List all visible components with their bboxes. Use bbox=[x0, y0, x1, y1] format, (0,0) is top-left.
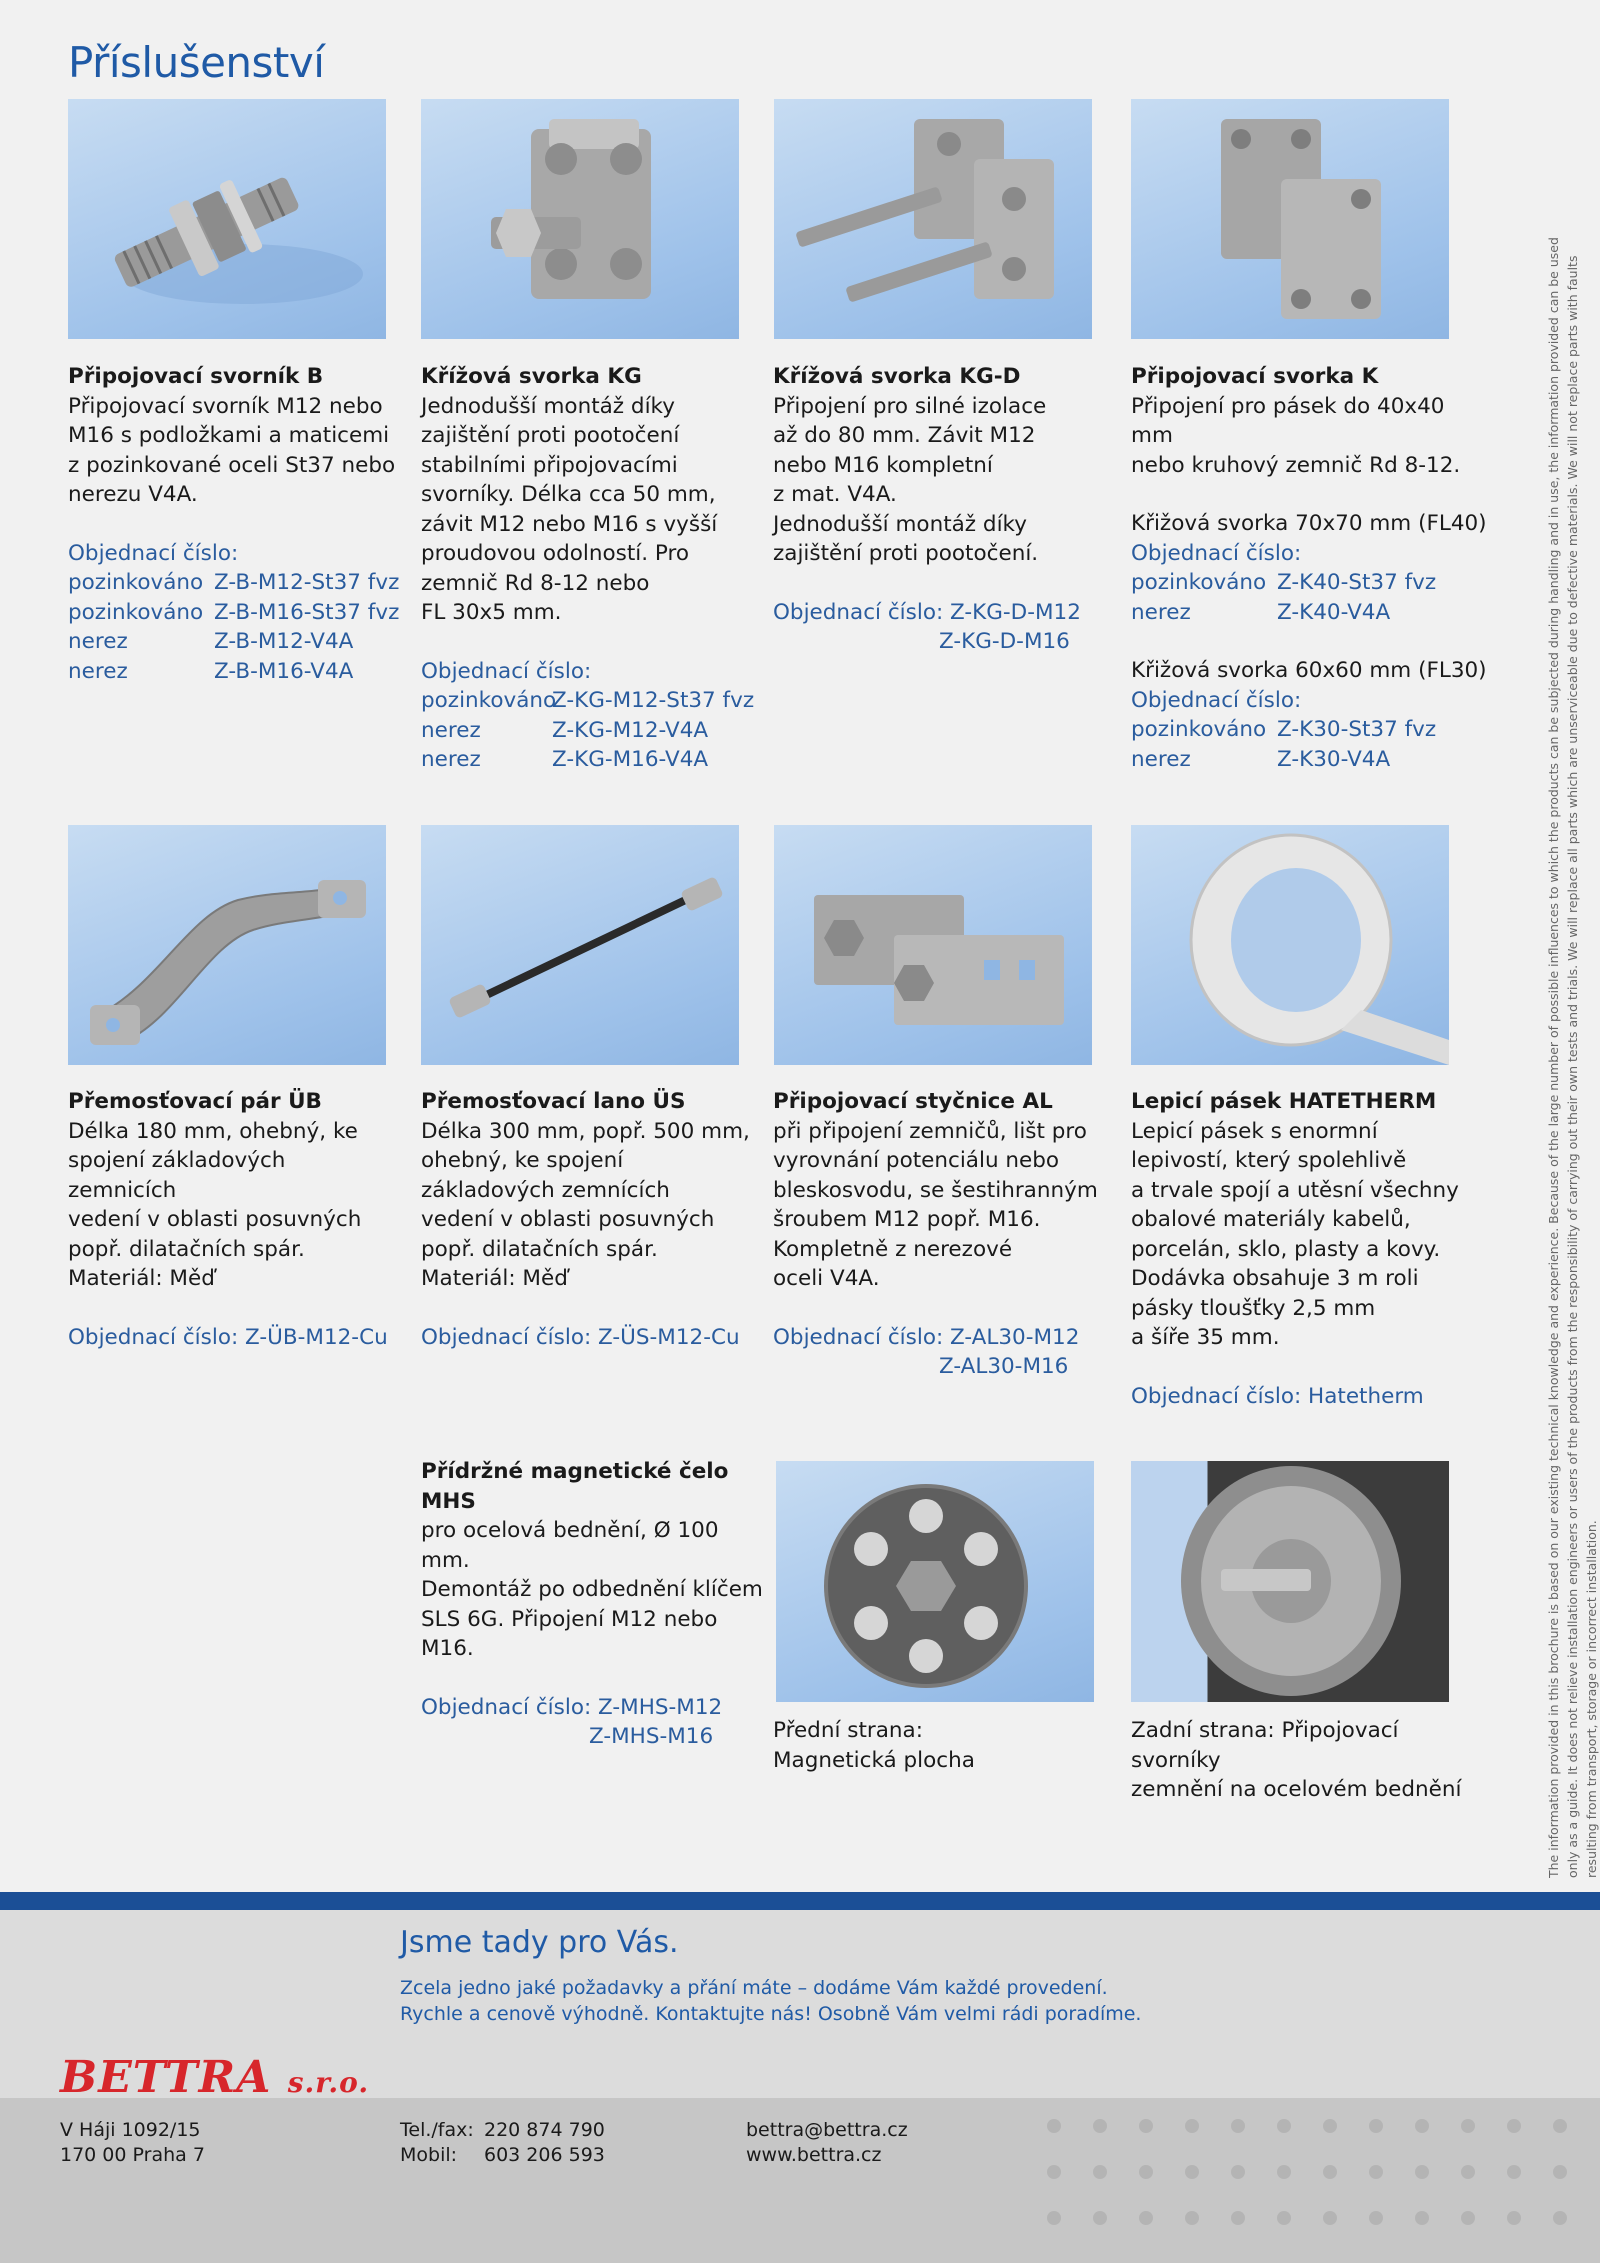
product-desc-line: popř. dilatačních spár. bbox=[421, 1236, 658, 1262]
decorative-dot bbox=[1323, 2119, 1337, 2133]
product-block-svornik-b bbox=[68, 362, 398, 686]
order-value: Z-KG-M12-St37 fvz bbox=[552, 688, 755, 713]
decorative-dot bbox=[1369, 2165, 1383, 2179]
decorative-dot bbox=[1093, 2211, 1107, 2225]
decorative-dot bbox=[1461, 2165, 1475, 2179]
decorative-dot bbox=[1139, 2165, 1153, 2179]
slogan-line: Rychle a cenově výhodně. Kontaktujte nás! Osobně Vám velmi rádi poradíme. bbox=[400, 2003, 1142, 2025]
product-desc-line: Lepicí pásek s enormní bbox=[1131, 1118, 1378, 1144]
slogan-title: Jsme tady pro Vás. bbox=[400, 1925, 679, 1960]
order-value: Z-B-M16-V4A bbox=[214, 658, 354, 684]
product-desc-line: základových zemnících bbox=[421, 1177, 670, 1203]
product-desc-line: porcelán, sklo, plasty a kovy. bbox=[1131, 1236, 1441, 1262]
product-desc-line: FL 30x5 mm. bbox=[421, 600, 562, 625]
decorative-dot bbox=[1047, 2211, 1061, 2225]
order-row bbox=[421, 716, 751, 746]
decorative-dot bbox=[1047, 2119, 1061, 2133]
bettra-logo bbox=[60, 2052, 369, 2103]
page-title: Příslušenství bbox=[68, 38, 325, 87]
decorative-dot bbox=[1139, 2119, 1153, 2133]
product-block-pripojovaci-svorka-k bbox=[1131, 362, 1491, 774]
order-value: Z-K40-St37 fvz bbox=[1277, 570, 1437, 595]
decorative-dot bbox=[1369, 2119, 1383, 2133]
tel-label: Tel./fax: bbox=[400, 2119, 474, 2141]
product-desc-line: nebo kruhový zemnič Rd 8-12. bbox=[1131, 452, 1461, 478]
order-value: Z-K40-V4A bbox=[1277, 599, 1391, 625]
caption-front bbox=[773, 1716, 1103, 1775]
disclaimer-text: The information provided in this brochure is based on our existing technical knowledge and experience. Because of the large number of possible influences to which the products can be subjected during handling and in use, the information provided can be used only as a guide. It does not relieve installation engineers or users of the products from the responsibility of carrying out their own tests and trials. We will replace all parts which are unserviceable due to defective materials. We will not replace parts with faults resulting from transport, storage or incorrect installation. bbox=[1546, 237, 1599, 1878]
product-title: Přemosťovací lano ÜS bbox=[421, 1089, 686, 1114]
logo-suffix: s.r.o. bbox=[287, 2066, 370, 2099]
order-row bbox=[1131, 745, 1491, 775]
product-title: Přídržné magnetické čelo MHS bbox=[421, 1459, 729, 1514]
order-number: Objednací číslo: Hatetherm bbox=[1131, 1383, 1424, 1409]
order-key: pozinkováno bbox=[68, 599, 204, 625]
product-photo-magneticke-celo-front bbox=[776, 1461, 1094, 1702]
decorative-dot bbox=[1415, 2211, 1429, 2225]
decorative-dot bbox=[1139, 2211, 1153, 2225]
address-line: 170 00 Praha 7 bbox=[60, 2144, 205, 2166]
decorative-dot bbox=[1507, 2165, 1521, 2179]
order-row bbox=[68, 657, 398, 687]
product-desc-line: popř. dilatačních spár. bbox=[68, 1236, 305, 1262]
order-row bbox=[1131, 598, 1491, 628]
decorative-dot bbox=[1277, 2119, 1291, 2133]
product-block-premostovaci-par bbox=[68, 1087, 398, 1352]
order-row bbox=[68, 598, 398, 628]
order-number: Objednací číslo: Z-AL30-M12 bbox=[773, 1324, 1080, 1350]
product-desc-line: vedení v oblasti posuvných bbox=[421, 1207, 715, 1232]
product-title: Připojovací svorka K bbox=[1131, 364, 1379, 389]
product-desc-line: Jednodušší montáž díky bbox=[421, 393, 675, 419]
decorative-dot bbox=[1461, 2119, 1475, 2133]
product-desc-line: zajištění proti pootočení. bbox=[773, 541, 1039, 566]
decorative-dot bbox=[1553, 2119, 1567, 2133]
product-desc-line: Jednodušší montáž díky bbox=[773, 511, 1027, 537]
product-title: Křížová svorka KG bbox=[421, 364, 642, 389]
product-desc-line: z pozinkované oceli St37 nebo bbox=[68, 452, 396, 478]
product-desc-line: proudovou odolností. Pro bbox=[421, 541, 690, 566]
product-title: Připojovací svorník B bbox=[68, 364, 324, 389]
decorative-dot bbox=[1553, 2211, 1567, 2225]
caption-line: Magnetická plocha bbox=[773, 1747, 975, 1773]
caption-line: zemnění na ocelovém bednění bbox=[1131, 1777, 1462, 1802]
decorative-dot bbox=[1047, 2165, 1061, 2179]
product-desc-line: pásky tloušťky 2,5 mm bbox=[1131, 1295, 1376, 1321]
order-label: Objednací číslo: bbox=[1131, 540, 1302, 566]
product-block-magneticke-celo bbox=[421, 1457, 766, 1752]
product-desc-line: zajištění proti pootočení bbox=[421, 423, 680, 448]
caption-line: Zadní strana: Připojovací svorníky bbox=[1131, 1718, 1399, 1773]
order-number: Objednací číslo: Z-MHS-M12 bbox=[421, 1694, 723, 1720]
product-desc-line: nebo M16 kompletní bbox=[773, 452, 993, 478]
product-photo-premostovaci-lano bbox=[421, 825, 739, 1065]
product-title: Lepicí pásek HATETHERM bbox=[1131, 1089, 1437, 1114]
order-number-2: Z-MHS-M16 bbox=[589, 1724, 714, 1749]
decorative-dot bbox=[1369, 2211, 1383, 2225]
product-desc-line: bleskosvodu, se šestihranným bbox=[773, 1177, 1098, 1203]
decorative-dot-pattern bbox=[1040, 2112, 1580, 2252]
address-line: V Háji 1092/15 bbox=[60, 2119, 201, 2141]
product-desc-line: pro ocelová bednění, Ø 100 mm. bbox=[421, 1518, 719, 1573]
product-desc-line: vedení v oblasti posuvných bbox=[68, 1207, 362, 1232]
order-number-2: Z-KG-D-M16 bbox=[939, 629, 1070, 654]
order-key: pozinkováno bbox=[1131, 717, 1267, 742]
decorative-dot bbox=[1185, 2165, 1199, 2179]
email-link[interactable]: bettra@bettra.cz bbox=[746, 2119, 908, 2141]
variant-title: Křižová svorka 60x60 mm (FL30) bbox=[1131, 658, 1487, 683]
decorative-dot bbox=[1185, 2119, 1199, 2133]
slogan-text bbox=[400, 1975, 1141, 2027]
order-row bbox=[68, 568, 398, 598]
order-key: nerez bbox=[68, 658, 128, 684]
product-desc-line: Délka 180 mm, ohebný, ke bbox=[68, 1118, 358, 1144]
product-desc-line: Připojovací svorník M12 nebo bbox=[68, 393, 383, 419]
product-desc-line: při připojení zemničů, lišt pro bbox=[773, 1118, 1087, 1144]
product-desc-line: M16 s podložkami a maticemi bbox=[68, 423, 390, 448]
product-title: Křížová svorka KG-D bbox=[773, 364, 1021, 389]
product-block-lepici-pasek bbox=[1131, 1087, 1491, 1411]
product-desc-line: Materiál: Měď bbox=[68, 1266, 215, 1291]
decorative-dot bbox=[1277, 2211, 1291, 2225]
product-title: Připojovací styčnice AL bbox=[773, 1089, 1053, 1114]
caption-back bbox=[1131, 1716, 1491, 1805]
decorative-dot bbox=[1093, 2165, 1107, 2179]
decorative-dot bbox=[1323, 2211, 1337, 2225]
phone-row bbox=[400, 2118, 605, 2143]
order-value: Z-B-M12-St37 fvz bbox=[214, 570, 400, 595]
product-desc-line: vyrovnání potenciálu nebo bbox=[773, 1148, 1060, 1173]
product-photo-svornik-b bbox=[68, 99, 386, 339]
product-desc-line: a šíře 35 mm. bbox=[1131, 1325, 1280, 1350]
order-key: pozinkováno bbox=[421, 688, 557, 713]
product-desc-line: svorníky. Délka cca 50 mm, bbox=[421, 482, 716, 507]
product-photo-krizova-svorka-kg-d bbox=[774, 99, 1092, 339]
order-number: Objednací číslo: Z-ÜB-M12-Cu bbox=[68, 1324, 388, 1350]
order-number-2: Z-AL30-M16 bbox=[939, 1354, 1069, 1379]
decorative-dot bbox=[1507, 2119, 1521, 2133]
product-photo-pripojovaci-stycnice bbox=[774, 825, 1092, 1065]
order-key: pozinkováno bbox=[1131, 570, 1267, 595]
product-desc-line: lepivostí, který spolehlivě bbox=[1131, 1148, 1407, 1173]
order-row bbox=[1131, 568, 1491, 598]
order-label: Objednací číslo: bbox=[1131, 687, 1302, 713]
product-photo-magneticke-celo-back bbox=[1131, 1461, 1449, 1702]
product-desc-line: Dodávka obsahuje 3 m roli bbox=[1131, 1266, 1419, 1291]
order-row bbox=[421, 745, 751, 775]
product-desc-line: závit M12 nebo M16 s vyšší bbox=[421, 511, 718, 537]
web-block bbox=[746, 2118, 908, 2168]
logo-text: BETTRA bbox=[60, 2052, 272, 2103]
product-desc-line: Připojení pro silné izolace bbox=[773, 393, 1047, 419]
variant-title: Křižová svorka 70x70 mm (FL40) bbox=[1131, 511, 1487, 536]
product-desc-line: stabilními připojovacími bbox=[421, 452, 678, 478]
decorative-dot bbox=[1415, 2119, 1429, 2133]
product-photo-pripojovaci-svorka-k bbox=[1131, 99, 1449, 339]
product-desc-line: a trvale spojí a utěsní všechny bbox=[1131, 1177, 1459, 1203]
order-label: Objednací číslo: bbox=[421, 658, 592, 684]
tel-number: 220 874 790 bbox=[484, 2119, 605, 2141]
decorative-dot bbox=[1553, 2165, 1567, 2179]
order-key: nerez bbox=[421, 747, 481, 772]
product-photo-premostovaci-par bbox=[68, 825, 386, 1065]
order-key: pozinkováno bbox=[68, 570, 204, 595]
product-desc-line: Demontáž po odbednění klíčem bbox=[421, 1577, 763, 1602]
order-row bbox=[68, 627, 398, 657]
decorative-dot bbox=[1093, 2119, 1107, 2133]
product-desc-line: z mat. V4A. bbox=[773, 482, 897, 507]
product-desc-line: Kompletně z nerezové bbox=[773, 1236, 1013, 1262]
order-number: Objednací číslo: Z-KG-D-M12 bbox=[773, 599, 1081, 625]
order-label: Objednací číslo: bbox=[68, 540, 239, 566]
order-key: nerez bbox=[421, 717, 481, 743]
product-photo-krizova-svorka-kg bbox=[421, 99, 739, 339]
product-desc-line: nerezu V4A. bbox=[68, 482, 198, 507]
order-value: Z-B-M12-V4A bbox=[214, 629, 354, 654]
order-number: Objednací číslo: Z-ÜS-M12-Cu bbox=[421, 1324, 740, 1350]
product-desc-line: Délka 300 mm, popř. 500 mm, bbox=[421, 1118, 750, 1144]
website-link[interactable]: www.bettra.cz bbox=[746, 2144, 882, 2166]
order-row bbox=[1131, 715, 1491, 745]
product-desc-line: obalové materiály kabelů, bbox=[1131, 1207, 1411, 1232]
slogan-line: Zcela jedno jaké požadavky a přání máte – dodáme Vám každé provedení. bbox=[400, 1977, 1108, 1999]
order-value: Z-K30-St37 fvz bbox=[1277, 717, 1437, 742]
product-title: Přemosťovací pár ÜB bbox=[68, 1089, 322, 1114]
decorative-dot bbox=[1231, 2165, 1245, 2179]
decorative-dot bbox=[1231, 2211, 1245, 2225]
product-block-premostovaci-lano bbox=[421, 1087, 751, 1352]
product-desc-line: ohebný, ke spojení bbox=[421, 1148, 624, 1173]
product-desc-line: šroubem M12 popř. M16. bbox=[773, 1207, 1041, 1232]
product-desc-line: oceli V4A. bbox=[773, 1266, 880, 1291]
order-value: Z-B-M16-St37 fvz bbox=[214, 599, 400, 625]
phone-block bbox=[400, 2118, 605, 2168]
decorative-dot bbox=[1277, 2165, 1291, 2179]
caption-line: Přední strana: bbox=[773, 1718, 923, 1743]
decorative-dot bbox=[1507, 2211, 1521, 2225]
decorative-dot bbox=[1231, 2119, 1245, 2133]
product-desc-line: Připojení pro pásek do 40x40 mm bbox=[1131, 393, 1445, 448]
address-block bbox=[60, 2118, 205, 2168]
product-photo-lepici-pasek bbox=[1131, 825, 1449, 1065]
product-block-krizova-svorka-kg-d bbox=[773, 362, 1103, 657]
mobile-row bbox=[400, 2143, 605, 2168]
decorative-dot bbox=[1323, 2165, 1337, 2179]
decorative-dot bbox=[1415, 2165, 1429, 2179]
footer-blue-band bbox=[0, 1892, 1600, 1910]
mobile-label: Mobil: bbox=[400, 2144, 458, 2166]
mobile-number: 603 206 593 bbox=[484, 2144, 605, 2166]
product-block-pripojovaci-stycnice bbox=[773, 1087, 1103, 1382]
product-block-krizova-svorka-kg bbox=[421, 362, 755, 775]
order-key: nerez bbox=[68, 629, 128, 654]
product-desc-line: zemnič Rd 8-12 nebo bbox=[421, 570, 650, 596]
order-value: Z-K30-V4A bbox=[1277, 746, 1391, 772]
product-desc-line: Materiál: Měď bbox=[421, 1266, 568, 1291]
order-value: Z-KG-M12-V4A bbox=[552, 717, 709, 743]
decorative-dot bbox=[1185, 2211, 1199, 2225]
product-desc-line: SLS 6G. Připojení M12 nebo M16. bbox=[421, 1606, 718, 1661]
product-desc-line: spojení základových zemnicích bbox=[68, 1148, 286, 1203]
order-value: Z-KG-M16-V4A bbox=[552, 747, 709, 772]
order-row bbox=[421, 686, 755, 716]
order-key: nerez bbox=[1131, 599, 1191, 625]
order-key: nerez bbox=[1131, 746, 1191, 772]
product-desc-line: až do 80 mm. Závit M12 bbox=[773, 423, 1036, 448]
decorative-dot bbox=[1461, 2211, 1475, 2225]
